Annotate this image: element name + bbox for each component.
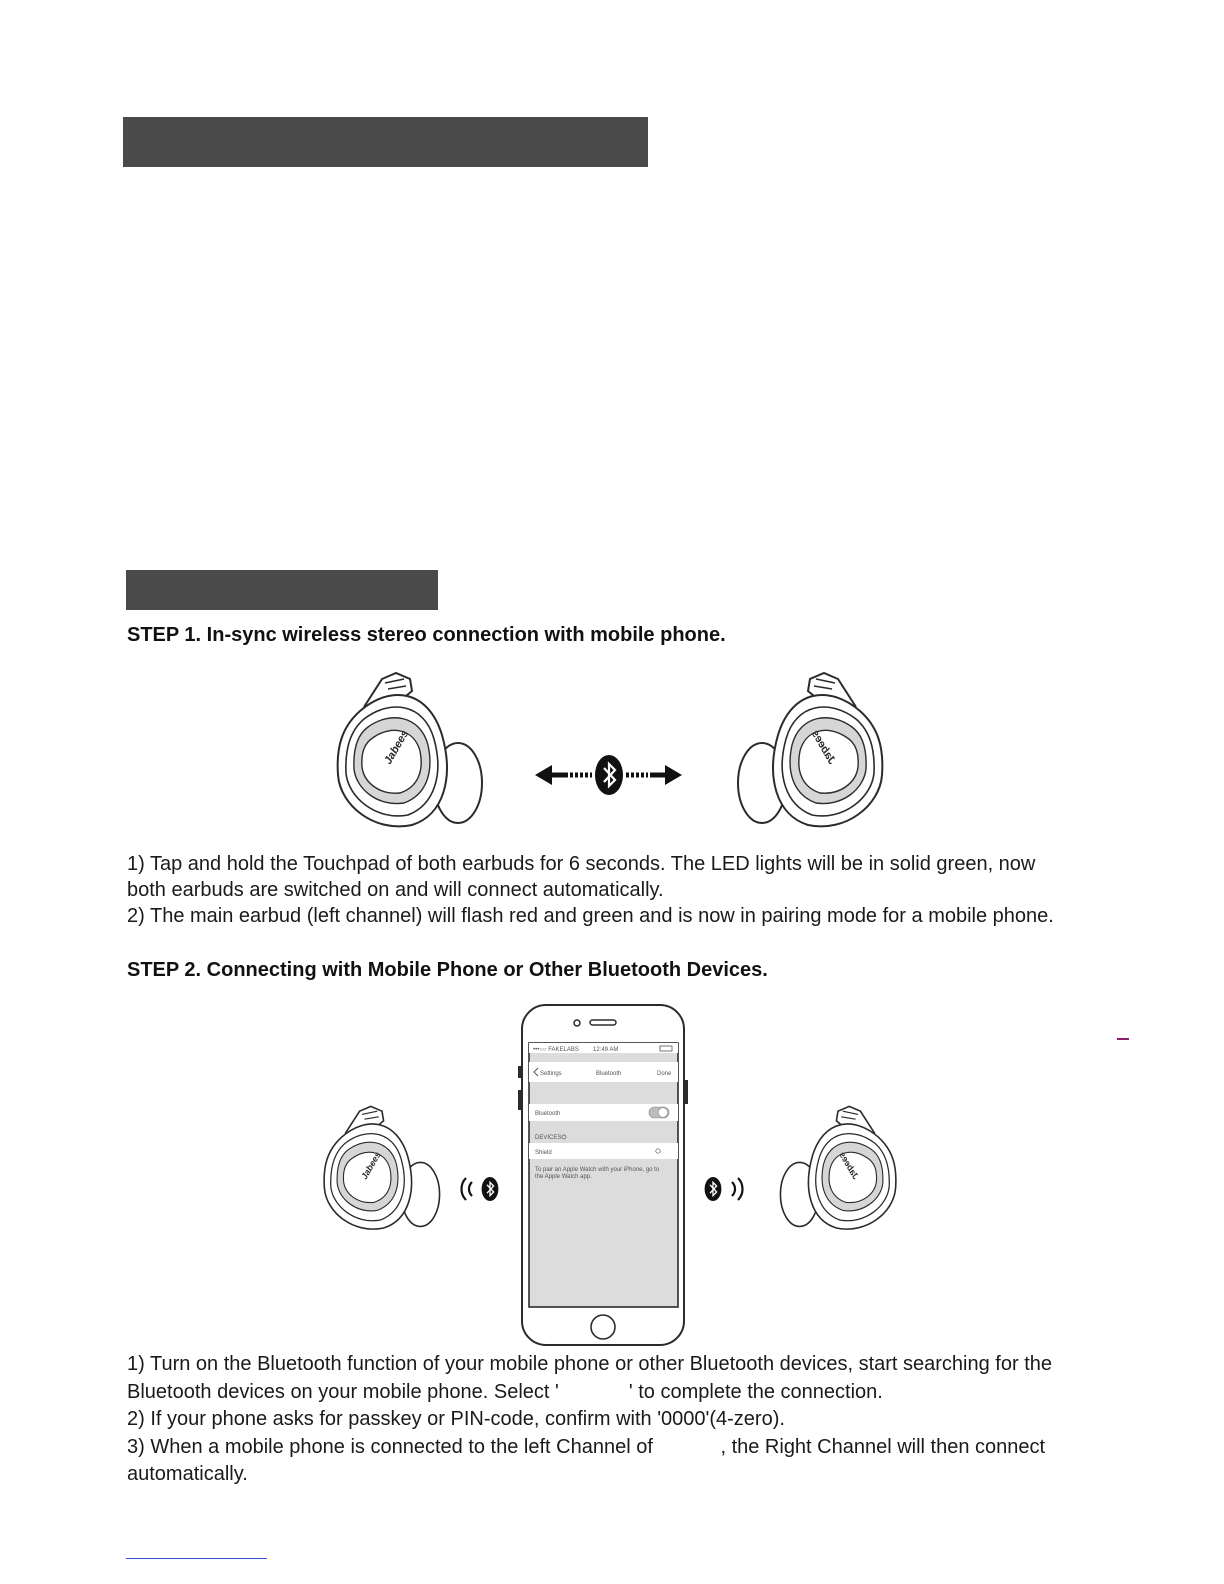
status-carrier: •••○○ FAKELABS	[533, 1047, 579, 1053]
screen-title: Bluetooth	[596, 1071, 622, 1077]
status-time: 12:49 AM	[593, 1047, 619, 1053]
step2-heading: STEP 2. Connecting with Mobile Phone or Other Bluetooth Devices.	[127, 959, 768, 981]
step2-instructions	[127, 1351, 1052, 1489]
earbud-icon	[338, 673, 482, 826]
pairing-hint: To pair an Apple Watch with your iPhone, go to	[535, 1167, 660, 1173]
bluetooth-icon	[705, 1177, 722, 1201]
section-bar-operation	[126, 570, 438, 610]
instruction-line	[127, 1434, 1052, 1462]
earbud-icon	[324, 1106, 439, 1229]
instruction-line	[127, 1379, 1052, 1407]
footer-link-line	[126, 1558, 267, 1559]
earbud-icon	[738, 673, 882, 826]
signal-waves-icon	[462, 1178, 473, 1200]
back-button[interactable]: Settings	[540, 1071, 562, 1077]
device-item[interactable]: Shield	[535, 1150, 552, 1156]
instruction-line: 2) If your phone asks for passkey or PIN-code, confirm with '0000'(4-zero).	[127, 1408, 785, 1430]
accent-mark	[1117, 1038, 1129, 1040]
instruction-line: 2) The main earbud (left channel) will flash red and green and is now in pairing mode for a mobile phone.	[127, 905, 1054, 927]
earbud-icon	[780, 1106, 895, 1229]
step2-illustration	[310, 1000, 910, 1350]
instruction-line: 1) Tap and hold the Touchpad of both earbuds for 6 seconds. The LED lights will be in solid green, now	[127, 853, 1036, 875]
instruction-line: 1) Turn on the Bluetooth function of your mobile phone or other Bluetooth devices, start searching for the	[127, 1353, 1052, 1375]
signal-waves-icon	[732, 1178, 743, 1200]
instruction-text: 3) When a mobile phone is connected to the left Channel of	[127, 1435, 659, 1458]
bluetooth-icon	[482, 1177, 499, 1201]
instruction-text: , the Right Channel will then connect	[720, 1435, 1046, 1458]
step1-illustration	[330, 665, 890, 835]
bluetooth-icon	[595, 755, 623, 795]
devices-header: DEVICES	[535, 1135, 562, 1141]
done-button[interactable]: Done	[657, 1071, 672, 1077]
instruction-text: Bluetooth devices on your mobile phone. Select '	[127, 1380, 559, 1403]
section-bar-top	[123, 117, 648, 167]
bluetooth-setting-label: Bluetooth	[535, 1111, 561, 1117]
step1-instructions	[127, 851, 1054, 929]
pairing-hint: the Apple Watch app.	[535, 1174, 592, 1180]
instruction-line: automatically.	[127, 1463, 248, 1485]
step1-heading: STEP 1. In-sync wireless stereo connection with mobile phone.	[127, 624, 726, 646]
instruction-line: both earbuds are switched on and will connect automatically.	[127, 879, 664, 901]
phone-icon	[518, 1005, 688, 1345]
instruction-text: ' to complete the connection.	[628, 1380, 883, 1403]
